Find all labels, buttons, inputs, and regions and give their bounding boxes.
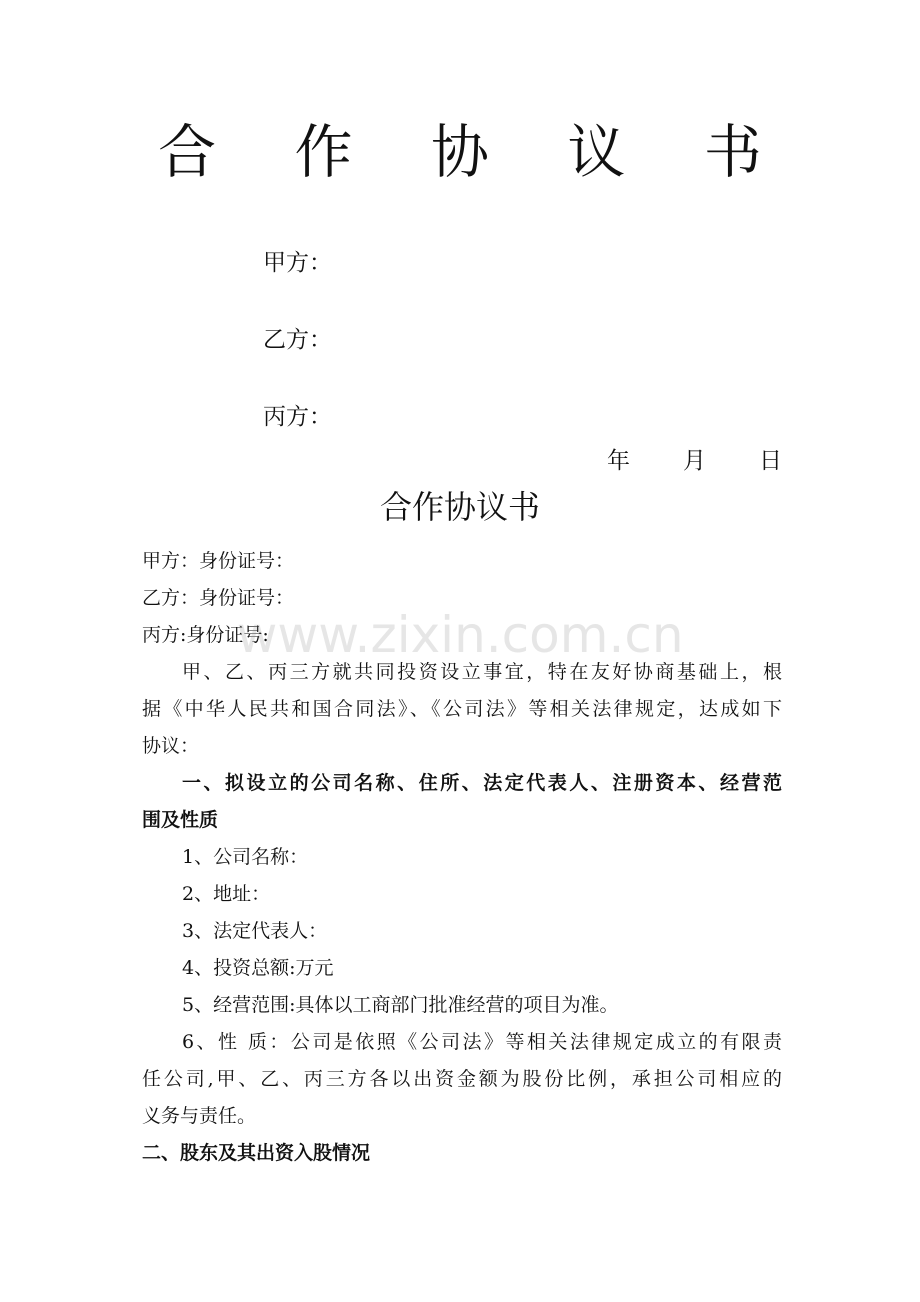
section1-item: 5、经营范围:具体以工商部门批准经营的项目为准。 [182, 994, 619, 1016]
section1-item: 1、公司名称： [182, 846, 309, 868]
document-title: 合作协议书 [379, 488, 540, 526]
watermark: www.zixin.com.cn [236, 606, 684, 664]
section1-item6: 6、性 质：公司是依照《公司法》等相关法律规定成立的有限责 [182, 1031, 782, 1053]
section1-item: 2、地址： [182, 883, 271, 905]
cover-title: 合 作 协 议 书 [158, 118, 792, 186]
date-month: 月 [683, 448, 706, 474]
section1-item: 3、法定代表人： [182, 920, 328, 942]
date-day: 日 [759, 448, 782, 474]
section1-heading-cont: 围及性质 [142, 809, 219, 831]
cover-party-c: 丙方： [263, 404, 332, 430]
document-body [142, 543, 782, 1172]
intro-line: 据《中华人民共和国合同法》、《公司法》等相关法律规定，达成如下 [142, 698, 782, 720]
section1-item6: 义务与责任。 [142, 1105, 257, 1127]
party-line-b: 乙方：身份证号： [142, 587, 295, 609]
cover-date [607, 446, 782, 476]
intro-line: 甲、乙、丙三方就共同投资设立事宜，特在友好协商基础上，根 [182, 661, 782, 683]
date-year: 年 [607, 448, 630, 474]
section1-item6: 任公司,甲、乙、丙三方各以出资金额为股份比例，承担公司相应的 [142, 1068, 782, 1090]
cover-party-a: 甲方： [263, 250, 332, 276]
cover-party-b: 乙方： [263, 327, 332, 353]
section1-item: 4、投资总额:万元 [182, 957, 334, 979]
section2-heading: 二、股东及其出资入股情况 [142, 1142, 371, 1164]
party-line-a: 甲方：身份证号： [142, 550, 295, 572]
party-line-c: 丙方:身份证号: [142, 624, 269, 646]
intro-line: 协议： [142, 735, 200, 757]
section1-heading: 一、拟设立的公司名称、住所、法定代表人、注册资本、经营范 [182, 772, 782, 794]
